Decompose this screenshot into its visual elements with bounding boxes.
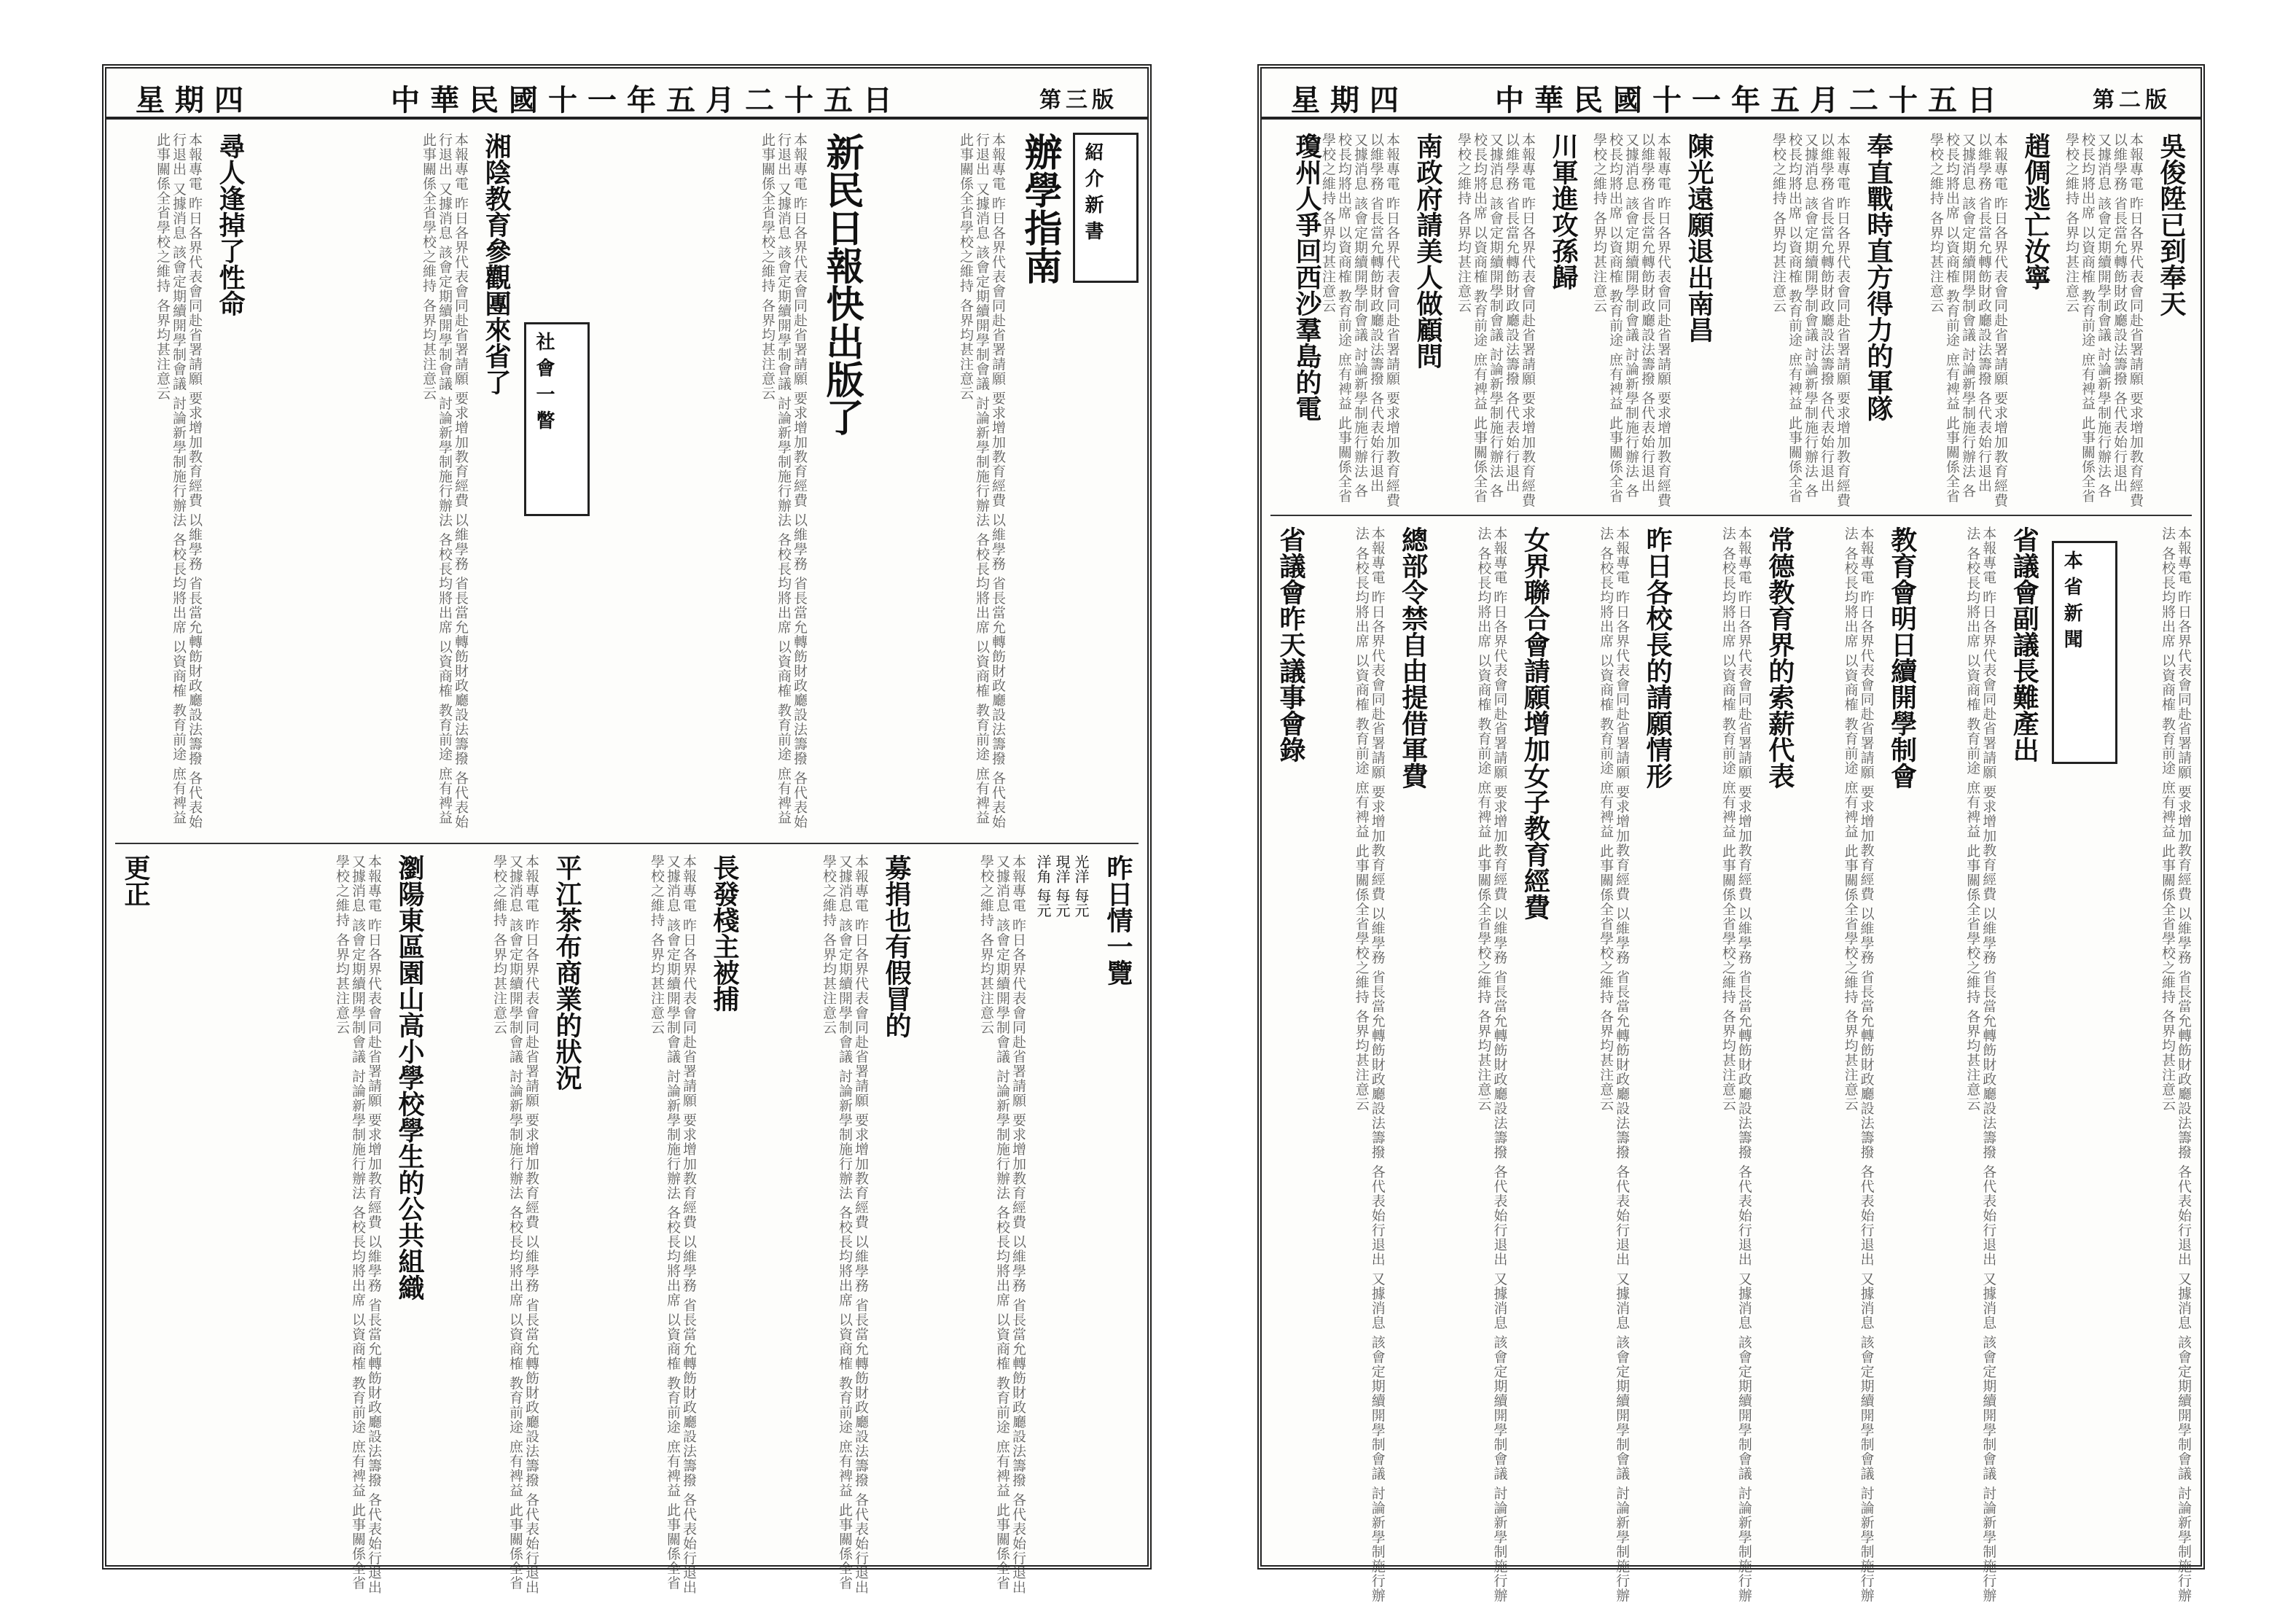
headline: 更正	[120, 854, 151, 907]
article-text: 本報專電 昨日各界代表會同赴省署請願 要求增加教育經費 以維學務 省長當允轉飭財政廳設法籌撥 各代表始行退出 又據消息 該會定期續開學制會議 討論新學制施行辦法 各校長均將出席 以資商榷 教育前途 庶有裨益 此事關係全省學校之維持 各界均甚注意云	[1591, 133, 1671, 508]
headline: 平江茶布商業的狀況	[552, 854, 582, 1091]
headline: 南政府請美人做顧問	[1413, 133, 1443, 369]
page-body	[115, 128, 1139, 1595]
date-line: 中華民國十一年五月二十五日	[391, 82, 902, 117]
article-text: 本報專電 昨日各界代表會同赴省署請願 要求增加教育經費 以維學務 省長當允轉飭財政廳設法籌撥 各代表始行退出 又據消息 該會定期續開學制會議 討論新學制施行辦法 各校長均將出席 以資商榷 教育前途 庶有裨益 此事關係全省學校之維持 各界均甚注意云	[1456, 133, 1536, 508]
article-columns	[1270, 133, 2192, 510]
bottom-tier	[1270, 522, 2192, 1608]
article-text: 本報專電 昨日各界代表會同赴省署請願 要求增加教育經費 以維學務 省長當允轉飭財政廳設法籌撥 各代表始行退出 又據消息 該會定期續開學制會議 討論新學制施行辦法 各校長均將出席 以資商榷 教育前途 庶有裨益 此事關係全省學校之維持 各界均甚注意云	[958, 133, 1006, 830]
article-columns	[115, 854, 1139, 1604]
article-text: 本報專電 昨日各界代表會同赴省署請願 要求增加教育經費 以維學務 省長當允轉飭財政廳設法籌撥 各代表始行退出 又據消息 該會定期續開學制會議 討論新學制施行辦法 各校長均將出席 以資商榷 教育前途 庶有裨益 此事關係全省學校之維持 各界均甚注意云	[1928, 133, 2008, 508]
article-text: 本報專電 昨日各界代表會同赴省署請願 要求增加教育經費 以維學務 省長當允轉飭財政廳設法籌撥 各代表始行退出 又據消息 該會定期續開學制會議 討論新學制施行辦法 各校長均將出席 以資商榷 教育前途 庶有裨益 此事關係全省學校之維持 各界均甚注意云	[1353, 526, 1386, 1603]
page-body	[1270, 128, 2192, 1603]
headline: 昨日情一覽	[1103, 854, 1133, 986]
box-label: 紹介新書	[1082, 142, 1104, 247]
article-text: 本報專電 昨日各界代表會同赴省署請願 要求增加教育經費 以維學務 省長當允轉飭財政廳設法籌撥 各代表始行退出 又據消息 該會定期續開學制會議 討論新學制施行辦法 各校長均將出席 以資商榷 教育前途 庶有裨益 此事關係全省學校之維持 各界均甚注意云	[1770, 133, 1851, 508]
headline: 募捐也有假冒的	[881, 854, 912, 1038]
article-text: 本報專電 昨日各界代表會同赴省署請願 要求增加教育經費 以維學務 省長當允轉飭財政廳設法籌撥 各代表始行退出 又據消息 該會定期續開學制會議 討論新學制施行辦法 各校長均將出席 以資商榷 教育前途 庶有裨益 此事關係全省學校之維持 各界均甚注意云	[978, 854, 1026, 1595]
society-box	[524, 322, 590, 516]
newspaper-page-2	[1257, 64, 2205, 1603]
headline: 瀏陽東區園山高小學校學生的公共組織	[394, 854, 425, 1301]
local-news-box	[2052, 541, 2117, 764]
top-tier	[1270, 128, 2192, 516]
headline: 昨日各校長的請願情形	[1642, 526, 1674, 789]
new-books-box	[1073, 133, 1139, 283]
headline: 奉直戰時直方得力的軍隊	[1863, 133, 1894, 421]
article-text: 本報專電 昨日各界代表會同赴省署請願 要求增加教育經費 以維學務 省長當允轉飭財政廳設法籌撥 各代表始行退出 又據消息 該會定期續開學制會議 討論新學制施行辦法 各校長均將出席 以資商榷 教育前途 庶有裨益 此事關係全省學校之維持 各界均甚注意云	[1842, 526, 1875, 1603]
headline: 常德教育界的索薪代表	[1764, 526, 1795, 789]
headline: 吳俊陞已到奉天	[2156, 133, 2187, 316]
box-label: 社會一瞥	[533, 332, 555, 437]
headline: 川軍進攻孫歸	[1548, 133, 1579, 290]
article-text: 本報專電 昨日各界代表會同赴省署請願 要求增加教育經費 以維學務 省長當允轉飭財政廳設法籌撥 各代表始行退出 又據消息 該會定期續開學制會議 討論新學制施行辦法 各校長均將出席 以資商榷 教育前途 庶有裨益 此事關係全省學校之維持 各界均甚注意云	[491, 854, 539, 1595]
article-columns	[115, 133, 1139, 838]
weekday: 星期四	[136, 82, 254, 117]
headline: 趙倜逃亡汝寧	[2020, 133, 2051, 290]
headline: 瓊州人爭回西沙羣島的電	[1292, 133, 1322, 421]
weekday: 星期四	[1291, 82, 1409, 117]
article-text: 本報專電 昨日各界代表會同赴省署請願 要求增加教育經費 以維學務 省長當允轉飭財政廳設法籌撥 各代表始行退出 又據消息 該會定期續開學制會議 討論新學制施行辦法 各校長均將出席 以資商榷 教育前途 庶有裨益 此事關係全省學校之維持 各界均甚注意云	[1964, 526, 1997, 1603]
headline: 尋人逢掉了性命	[215, 133, 246, 316]
headline: 長發棧主被捕	[709, 854, 740, 1012]
page-number: 第三版	[1039, 87, 1118, 113]
page-header	[1262, 79, 2201, 120]
article-text: 本報專電 昨日各界代表會同赴省署請願 要求增加教育經費 以維學務 省長當允轉飭財政廳設法籌撥 各代表始行退出 又據消息 該會定期續開學制會議 討論新學制施行辦法 各校長均將出席 以資商榷 教育前途 庶有裨益 此事關係全省學校之維持 各界均甚注意云	[1719, 526, 1752, 1603]
article-text: 本報專電 昨日各界代表會同赴省署請願 要求增加教育經費 以維學務 省長當允轉飭財政廳設法籌撥 各代表始行退出 又據消息 該會定期續開學制會議 討論新學制施行辦法 各校長均將出席 以資商榷 教育前途 庶有裨益 此事關係全省學校之維持 各界均甚注意云	[334, 854, 382, 1595]
page-gutter	[1159, 0, 1250, 1622]
article-text: 本報專電 昨日各界代表會同赴省署請願 要求增加教育經費 以維學務 省長當允轉飭財政廳設法籌撥 各代表始行退出 又據消息 該會定期續開學制會議 討論新學制施行辦法 各校長均將出席 以資商榷 教育前途 庶有裨益 此事關係全省學校之維持 各界均甚注意云	[649, 854, 697, 1595]
table-row: 洋角 每元	[1034, 854, 1052, 918]
top-tier	[115, 128, 1139, 844]
article-text: 本報專電 昨日各界代表會同赴省署請願 要求增加教育經費 以維學務 省長當允轉飭財政廳設法籌撥 各代表始行退出 又據消息 該會定期續開學制會議 討論新學制施行辦法 各校長均將出席 以資商榷 教育前途 庶有裨益 此事關係全省學校之維持 各界均甚注意云	[421, 133, 469, 830]
article-columns	[1270, 526, 2192, 1604]
article-text: 本報專電 昨日各界代表會同赴省署請願 要求增加教育經費 以維學務 省長當允轉飭財政廳設法籌撥 各代表始行退出 又據消息 該會定期續開學制會議 討論新學制施行辦法 各校長均將出席 以資商榷 教育前途 庶有裨益 此事關係全省學校之維持 各界均甚注意云	[155, 133, 203, 830]
page-number: 第二版	[2093, 87, 2171, 113]
headline: 省議會昨天議事會錄	[1275, 526, 1306, 763]
headline: 女界聯合會請願增加女子教育經費	[1520, 526, 1551, 920]
headline: 湘陰教育參觀團來省了	[481, 133, 512, 395]
article-text: 本報專電 昨日各界代表會同赴省署請願 要求增加教育經費 以維學務 省長當允轉飭財政廳設法籌撥 各代表始行退出 又據消息 該會定期續開學制會議 討論新學制施行辦法 各校長均將出席 以資商榷 教育前途 庶有裨益 此事關係全省學校之維持 各界均甚注意云	[1598, 526, 1631, 1603]
headline: 總部令禁自由提借軍費	[1397, 526, 1429, 789]
box-label: 本省新聞	[2061, 550, 2083, 655]
table-row: 光洋 每元	[1072, 854, 1090, 918]
headline: 新民日報快出版了	[819, 133, 864, 436]
date-line: 中華民國十一年五月二十五日	[1495, 82, 2007, 117]
article-text: 本報專電 昨日各界代表會同赴省署請願 要求增加教育經費 以維學務 省長當允轉飭財政廳設法籌撥 各代表始行退出 又據消息 該會定期續開學制會議 討論新學制施行辦法 各校長均將出席 以資商榷 教育前途 庶有裨益 此事關係全省學校之維持 各界均甚注意云	[1320, 133, 1400, 508]
article-text: 本報專電 昨日各界代表會同赴省署請願 要求增加教育經費 以維學務 省長當允轉飭財政廳設法籌撥 各代表始行退出 又據消息 該會定期續開學制會議 討論新學制施行辦法 各校長均將出席 以資商榷 教育前途 庶有裨益 此事關係全省學校之維持 各界均甚注意云	[821, 854, 869, 1595]
market-table	[1034, 854, 1090, 1604]
article-text: 本報專電 昨日各界代表會同赴省署請願 要求增加教育經費 以維學務 省長當允轉飭財政廳設法籌撥 各代表始行退出 又據消息 該會定期續開學制會議 討論新學制施行辦法 各校長均將出席 以資商榷 教育前途 庶有裨益 此事關係全省學校之維持 各界均甚注意云	[2160, 526, 2192, 1603]
headline: 省議會副議長難產出	[2009, 526, 2040, 763]
article-text: 本報專電 昨日各界代表會同赴省署請願 要求增加教育經費 以維學務 省長當允轉飭財政廳設法籌撥 各代表始行退出 又據消息 該會定期續開學制會議 討論新學制施行辦法 各校長均將出席 以資商榷 教育前途 庶有裨益 此事關係全省學校之維持 各界均甚注意云	[2063, 133, 2144, 508]
headline: 教育會明日續開學制會	[1886, 526, 1918, 789]
table-row: 現洋 每元	[1053, 854, 1071, 918]
headline: 辦學指南	[1018, 133, 1062, 284]
bottom-tier	[115, 850, 1139, 1608]
article-text: 本報專電 昨日各界代表會同赴省署請願 要求增加教育經費 以維學務 省長當允轉飭財政廳設法籌撥 各代表始行退出 又據消息 該會定期續開學制會議 討論新學制施行辦法 各校長均將出席 以資商榷 教育前途 庶有裨益 此事關係全省學校之維持 各界均甚注意云	[760, 133, 808, 830]
headline: 陳光遠願退出南昌	[1684, 133, 1714, 343]
page-header	[106, 79, 1147, 120]
article-text: 本報專電 昨日各界代表會同赴省署請願 要求增加教育經費 以維學務 省長當允轉飭財政廳設法籌撥 各代表始行退出 又據消息 該會定期續開學制會議 討論新學制施行辦法 各校長均將出席 以資商榷 教育前途 庶有裨益 此事關係全省學校之維持 各界均甚注意云	[1475, 526, 1508, 1603]
newspaper-page-3	[102, 64, 1152, 1595]
